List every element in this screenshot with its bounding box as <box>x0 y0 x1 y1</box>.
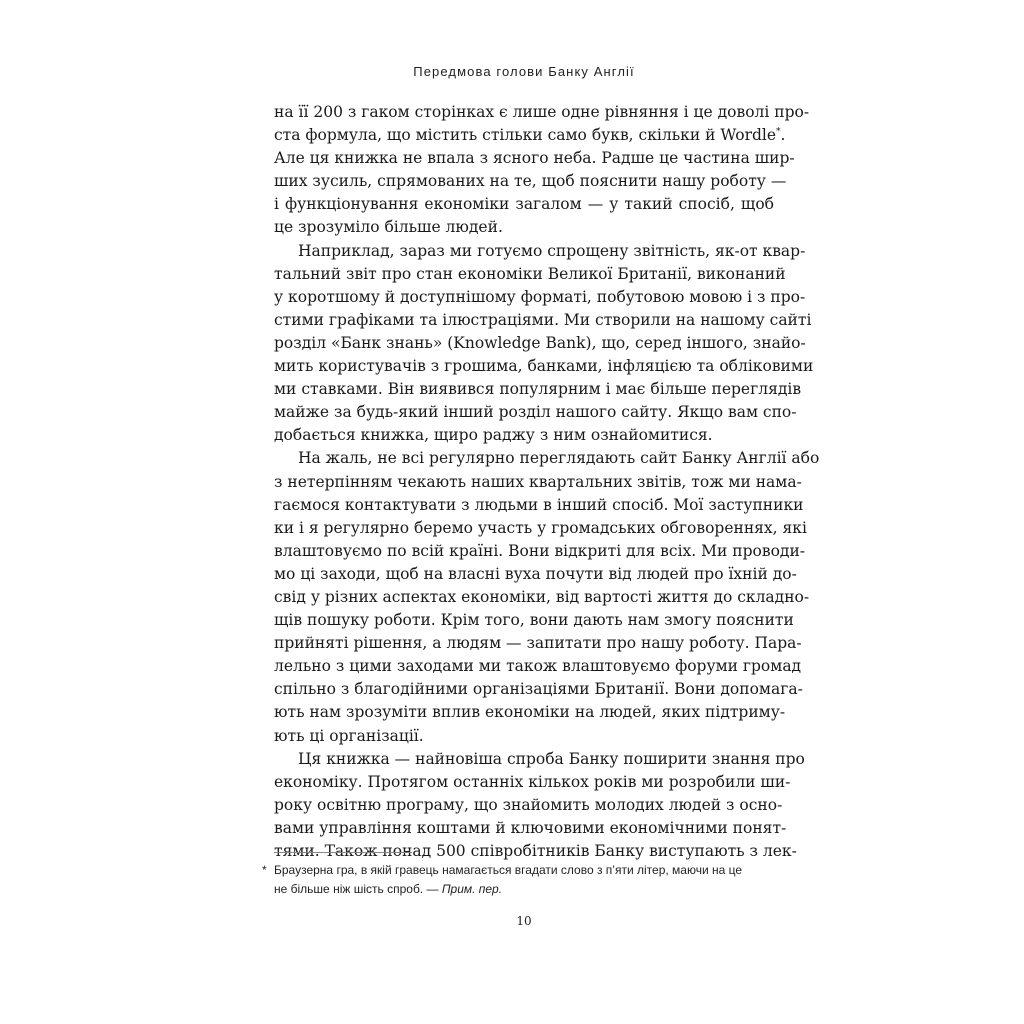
footnote-text: Браузерна гра, в якій гравець намагається вгадати слово з п’яти літер, маючи на це <box>274 863 743 877</box>
text-line: гаємося контактувати з людьми в інший спосіб. Мої заступники <box>274 495 804 514</box>
text-line: ших зусиль, спрямованих на те, щоб пояснити нашу роботу — <box>274 172 787 191</box>
text-line: добається книжка, щиро раджу з ним ознайомитися. <box>274 426 713 445</box>
footnote-line <box>262 880 774 899</box>
text-line: майже за будь-який інший розділ нашого сайту. Якщо вам спо- <box>274 403 797 422</box>
text-line: стими графіками та ілюстраціями. Ми створили на нашому сайті <box>274 310 812 329</box>
text-line: вами управління коштами й ключовими економічними понят- <box>274 818 787 837</box>
text-line: лельно з цими заходами ми також влаштовуємо форуми громад <box>274 657 802 676</box>
text-line: прийняті рішення, а людям — запитати про нашу роботу. Пара- <box>274 634 802 653</box>
text-line: ють ці організації. <box>274 726 424 745</box>
text-line: ють нам зрозуміти вплив економіки на людей, яких підтриму- <box>274 703 786 722</box>
text-line-content: ста формула, що містить стільки само букв, скільки й Wordle <box>274 126 777 145</box>
text-line: це зрозуміло більше людей. <box>274 218 503 237</box>
footnote <box>262 861 774 899</box>
text-line: щів пошуку роботи. Крім того, вони дають нам змогу пояснити <box>274 611 794 630</box>
text-line: економіку. Протягом останніх кількох років ми розробили ши- <box>274 772 791 791</box>
text-line: у коротшому й доступнішому форматі, побутовою мовою і з про- <box>274 287 806 306</box>
text-line: спільно з благодійними організаціями Британії. Вони допомага- <box>274 680 803 699</box>
page-number: 10 <box>516 914 532 928</box>
text-line: мо ці заходи, щоб на власні вуха почути від людей про їхній до- <box>274 564 797 583</box>
text-line: мить користувачів з грошима, банками, інфляцією та обліковими <box>274 357 814 376</box>
text-line: і функціонування економіки загалом — у такий спосіб, щоб <box>274 195 774 214</box>
footnote-reference[interactable]: * <box>776 126 781 137</box>
text-line: ки і я регулярно беремо участь у громадських обговореннях, які <box>274 518 807 537</box>
text-line: ми ставками. Він виявився популярним і має більше переглядів <box>274 380 802 399</box>
running-header: Передмова голови Банку Англії <box>413 64 635 79</box>
footnote-divider <box>274 852 412 853</box>
text-line: Ця книжка — найновіша спроба Банку поширити знання про <box>298 749 805 768</box>
text-line: тальний звіт про стан економіки Великої Британії, виконаний <box>274 264 786 283</box>
text-line: розділ «Банк знань» (Knowledge Bank), що, серед іншого, знайо- <box>274 333 806 352</box>
text-line: свід у різних аспектах економіки, від вартості життя до складно- <box>274 587 810 606</box>
text-line: на її 200 з гаком сторінках є лише одне рівняння і це доволі про- <box>274 103 810 121</box>
footnote-line <box>262 861 774 880</box>
text-line: Наприклад, зараз ми готуємо спрощену звітність, як-от квар- <box>298 241 806 260</box>
text-line: року освітню програму, що знайомить молодих людей з осно- <box>274 795 783 814</box>
text-line: тями. Також понад 500 співробітників Банку виступають з лек- <box>274 842 797 860</box>
translator-note: Прим. пер. <box>441 882 503 896</box>
body-text <box>274 101 820 863</box>
text-line-with-footnote <box>274 124 786 147</box>
text-line: Але ця книжка не впала з ясного неба. Радше це частина шир- <box>274 149 795 168</box>
footnote-text: не більше ніж шість спроб. — <box>274 882 439 896</box>
footnote-marker: * <box>262 863 267 877</box>
text-line-period: . <box>780 126 786 145</box>
text-line: На жаль, не всі регулярно переглядають сайт Банку Англії або <box>298 449 820 468</box>
text-line: з нетерпінням чекають наших квартальних звітів, тож ми нама- <box>274 472 802 491</box>
text-line: влаштовуємо по всій країні. Вони відкриті для всіх. Ми проводи- <box>274 541 806 560</box>
